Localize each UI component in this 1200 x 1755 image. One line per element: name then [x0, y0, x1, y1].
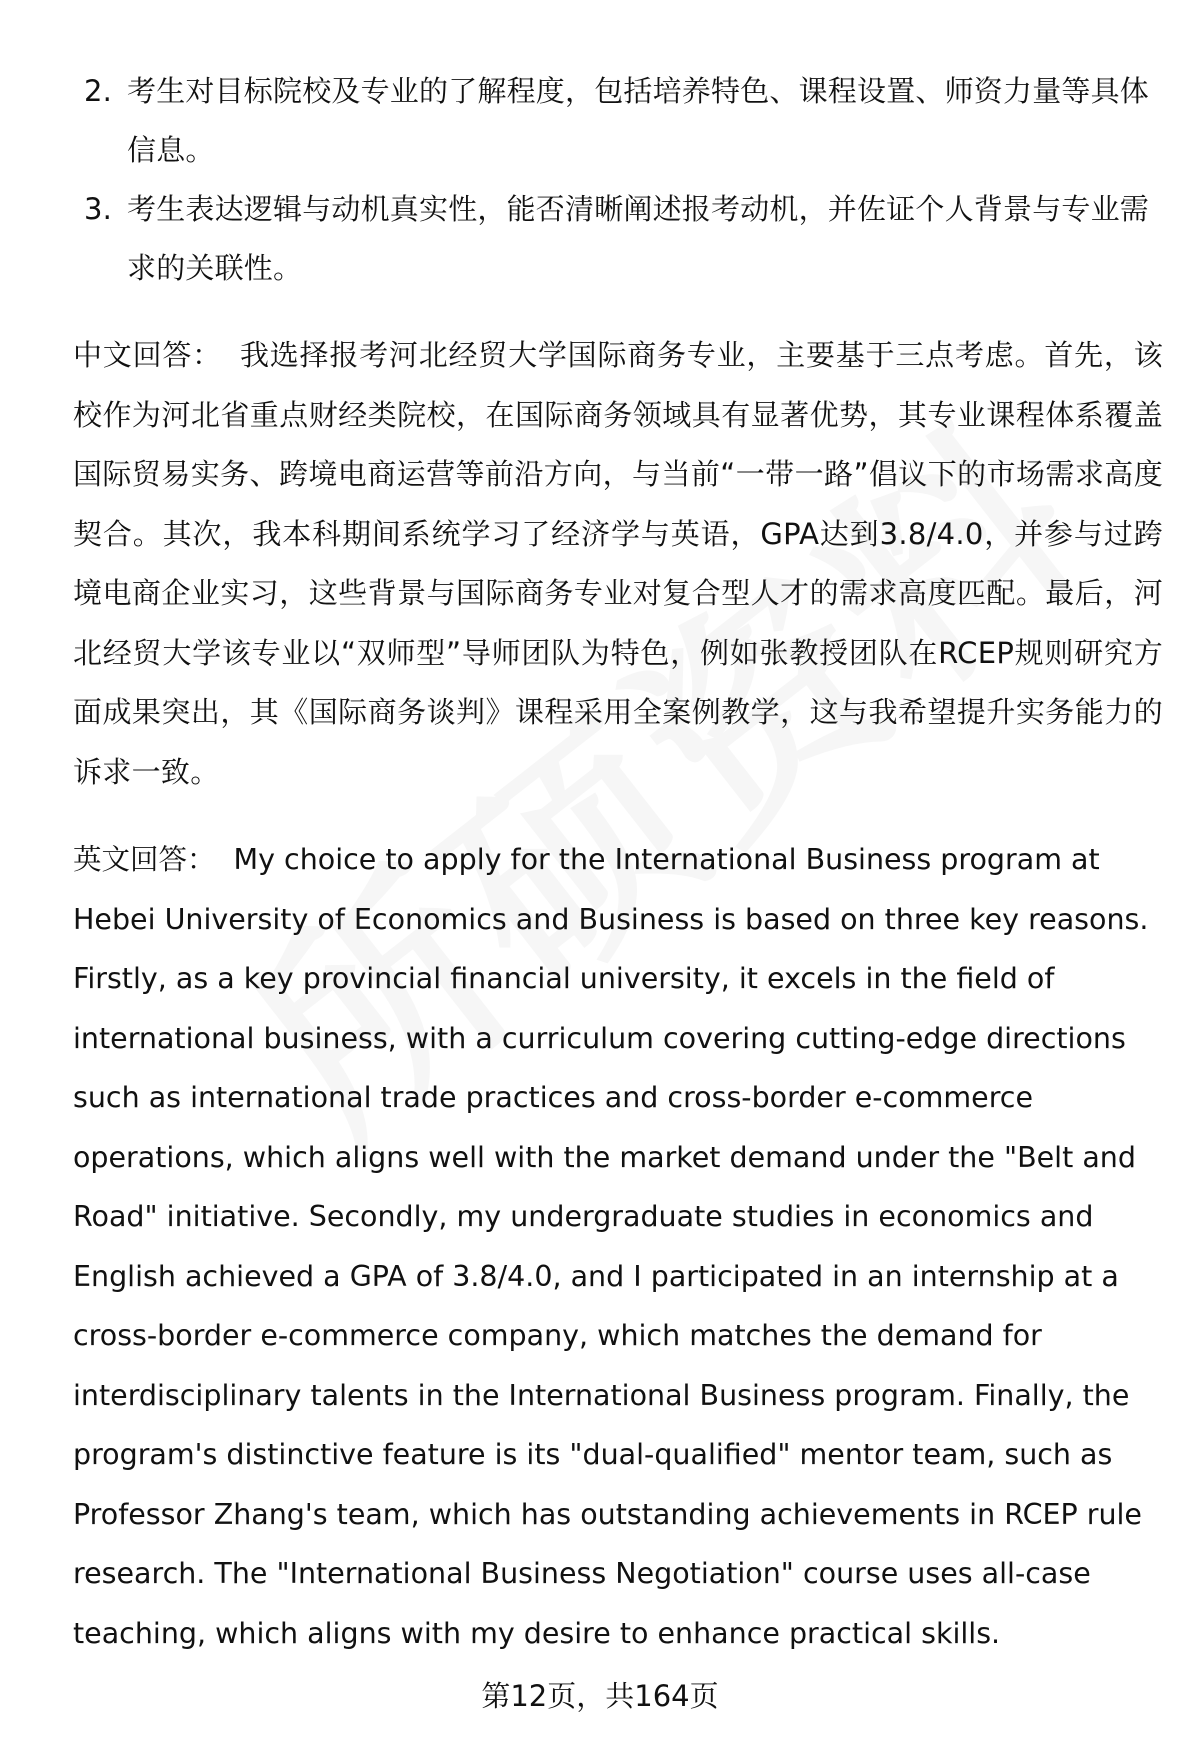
chinese-answer-label: 中文回答： — [73, 338, 222, 372]
criteria-number: 2. — [84, 74, 113, 108]
criteria-item-2 — [73, 62, 1163, 180]
chinese-answer — [73, 326, 1163, 802]
page-content — [73, 62, 1163, 1663]
chinese-answer-text: 我选择报考河北经贸大学国际商务专业，主要基于三点考虑。首先，该校作为河北省重点财经类院校，在国际商务领域具有显著优势，其专业课程体系覆盖国际贸易实务、跨境电商运营等前沿方向，与当前“一带一路”倡议下的市场需求高度契合。其次，我本科期间系统学习了经济学与英语，GPA达到3.8/4.0，并参与过跨境电商企业实习，这些背景与国际商务专业对复合型人才的需求高度匹配。最后，河北经贸大学该专业以“双师型”导师团队为特色，例如张教授团队在RCEP规则研究方面成果突出，其《国际商务谈判》课程采用全案例教学，这与我希望提升实务能力的诉求一致。 — [73, 338, 1163, 789]
criteria-text: 考生对目标院校及专业的了解程度，包括培养特色、课程设置、师资力量等具体信息。 — [127, 74, 1150, 167]
english-answer — [73, 830, 1163, 1663]
english-answer-text: My choice to apply for the International Business program at Hebei University of Economics and Business is based on three key reasons. Firstly, as a key provincial financial university, it excels in the field of international business, with a curriculum covering cutting-edge directions such as international trade practices and cross-border e-commerce operations, which aligns well with the market demand under the "Belt and Road" initiative. Secondly, my undergraduate studies in economics and English achieved a GPA of 3.8/4.0, and I participated in an internship at a cross-border e-commerce company, which matches the demand for interdisciplinary talents in the International Business program. Finally, the program's distinctive feature is its "dual-qualified" mentor team, such as Professor Zhang's team, which has outstanding achievements in RCEP rule research. The "International Business Negotiation" course uses all-case teaching, which aligns with my desire to enhance practical skills. — [73, 843, 1149, 1650]
page-number-footer: 第12页，共164页 — [481, 1679, 719, 1713]
criteria-list — [73, 62, 1163, 298]
criteria-item-3 — [73, 180, 1163, 298]
criteria-number: 3. — [84, 192, 113, 226]
english-answer-label: 英文回答： — [73, 843, 216, 876]
criteria-text: 考生表达逻辑与动机真实性，能否清晰阐述报考动机，并佐证个人背景与专业需求的关联性。 — [127, 192, 1150, 285]
